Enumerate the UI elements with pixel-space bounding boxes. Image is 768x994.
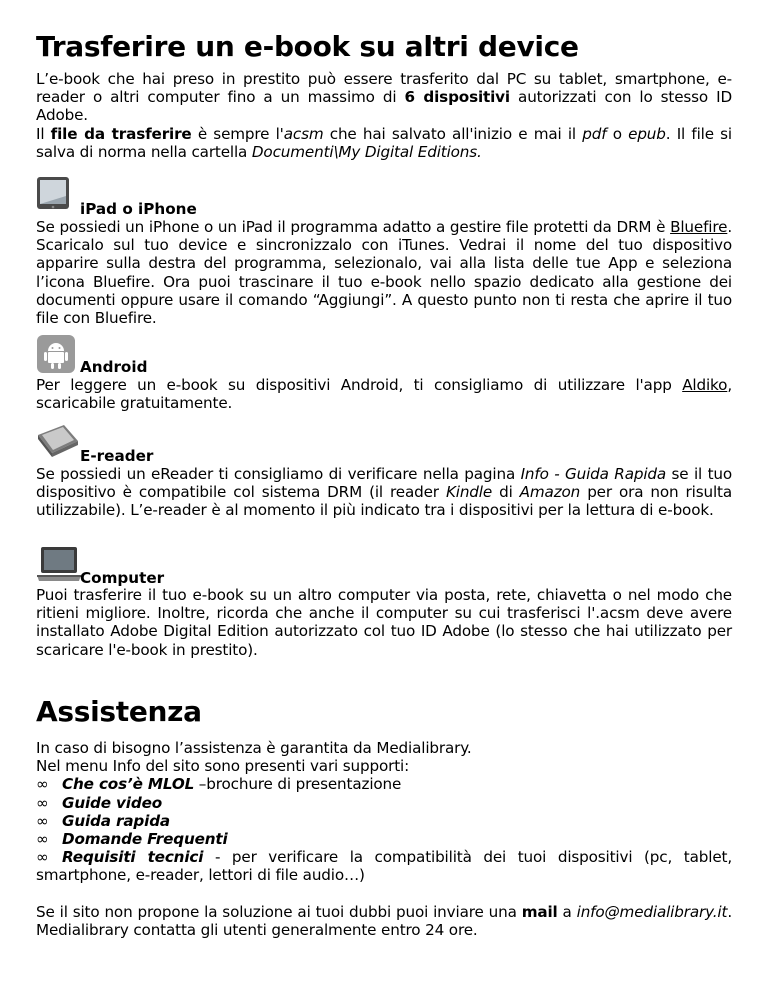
android-text: Per leggere un e-book su dispositivi Android, ti consigliamo di utilizzare l'app Aldiko, scaricabile gratuitamente.: [36, 376, 732, 413]
intro-paragraph-1: L’e-book che hai preso in prestito può essere trasferito dal PC su tablet, smartphone, e-reader o altri computer fino a un massimo di 6 dispositivi autorizzati con lo stesso ID Adobe.: [36, 70, 733, 125]
section-computer-header: [36, 545, 336, 587]
intro-paragraph-2: Il file da trasferire è sempre l'acsm che hai salvato all'inizio e mai il pdf o epub. Il file si salva di norma nella cartella Documenti\My Digital Editions.: [36, 124, 733, 161]
contact-paragraph: Se il sito non propone la soluzione ai tuoi dubbi puoi inviare una mail a info@medialibrary.it. Medialibrary contatta gli utenti generalmente entro 24 ore.: [36, 902, 732, 939]
bluefire-link[interactable]: Bluefire: [670, 218, 728, 236]
infinity-bullet-icon: ∞: [36, 811, 49, 830]
section-ereader-header: [36, 423, 336, 465]
list-item: ∞ Guide video: [36, 793, 163, 812]
list-item: ∞ Domande Frequenti: [36, 830, 228, 849]
assist-line-1: In caso di bisogno l’assistenza è garantita da Medialibrary.: [36, 739, 472, 757]
android-section-label: Android: [80, 358, 148, 376]
list-item: ∞ Requisiti tecnici - per verificare la compatibilità dei tuoi dispositivi (pc, tablet, smartphone, e-reader, lettori di file audio…): [36, 848, 732, 885]
list-item: ∞ Che cos’è MLOL –brochure di presentazione: [36, 775, 402, 794]
aldiko-link[interactable]: Aldiko: [682, 376, 728, 394]
android-icon: [36, 334, 76, 378]
laptop-icon: [36, 545, 82, 589]
ereader-icon: [36, 423, 80, 465]
assistance-text: [36, 739, 732, 939]
infinity-bullet-icon: ∞: [36, 793, 49, 812]
list-item: ∞ Guida rapida: [36, 811, 171, 830]
ipad-text: Se possiedi un iPhone o un iPad il programma adatto a gestire file protetti da DRM è Bluefire. Scaricalo sul tuo device e sincronizzalo con iTunes. Vedrai il nome del tuo dispositivo apparire sulla destra del programma, selezionalo, vai alla lista delle tue App e seleziona l’icona Bluefire. Ora puoi trascinare il tuo e-book nello spazio dedicato alla gestione dei documenti oppure usare il comando “Aggiungi”. A questo punto non ti resta che aprire il tuo file con Bluefire.: [36, 218, 732, 328]
infinity-bullet-icon: ∞: [36, 775, 49, 794]
section-android-header: [36, 334, 336, 376]
page-title: Trasferire un e-book su altri device: [36, 30, 579, 63]
infinity-bullet-icon: ∞: [36, 848, 49, 867]
ereader-text: Se possiedi un eReader ti consigliamo di verificare nella pagina Info - Guida Rapida se il tuo dispositivo è compatibile col sistema DRM (il reader Kindle di Amazon per ora non risulta utilizzabile). L’e-reader è al momento il più indicato tra i dispositivi per la lettura di e-book.: [36, 465, 732, 520]
support-list: [36, 775, 732, 884]
section-title-assistenza: Assistenza: [36, 695, 202, 728]
infinity-bullet-icon: ∞: [36, 830, 49, 849]
email-link[interactable]: info@medialibrary.it: [576, 902, 728, 921]
ipad-section-label: iPad o iPhone: [80, 200, 197, 218]
section-ipad-header: [36, 176, 336, 218]
assist-line-2: Nel menu Info del sito sono presenti vari supporti:: [36, 757, 410, 776]
computer-text: Puoi trasferire il tuo e-book su un altro computer via posta, rete, chiavetta o nel modo che ritieni migliore. Inoltre, ricorda che anche il computer su cui trasferisci l'.acsm deve avere installato Adobe Digital Edition autorizzato col tuo ID Adobe (lo stesso che hai utilizzato per scaricare l'e-book in prestito).: [36, 586, 732, 659]
computer-section-label: Computer: [80, 569, 165, 587]
ereader-section-label: E-reader: [80, 447, 154, 465]
ipad-icon: [36, 176, 70, 214]
intro-text: [36, 70, 732, 161]
